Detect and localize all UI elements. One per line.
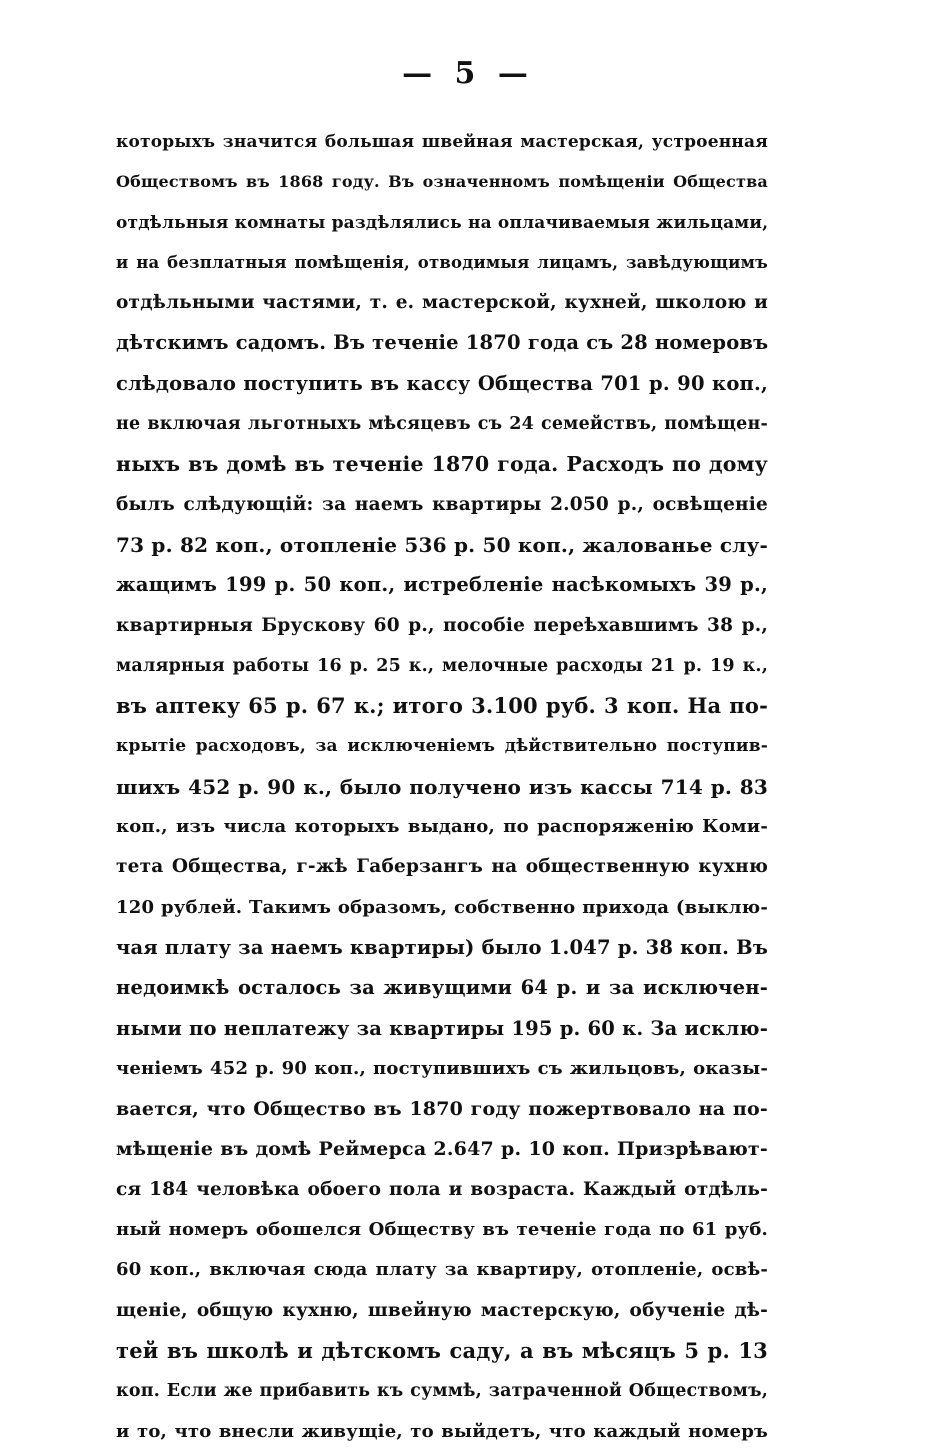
text-line: не включая льготныхъ мѣсяцевъ съ 24 семействъ, помѣщен- bbox=[116, 414, 768, 435]
text-line: и на безплатныя помѣщенія, отводимыя лицамъ, завѣдующимъ bbox=[116, 252, 768, 272]
text-line: мѣщеніе въ домѣ Реймерса 2.647 р. 10 коп. Призрѣвают- bbox=[116, 1138, 768, 1161]
text-line: чая плату за наемъ квартиры) было 1.047 р. 38 коп. Въ bbox=[116, 935, 768, 959]
text-line: щеніе, общую кухню, швейную мастерскую, обученіе дѣ- bbox=[116, 1299, 768, 1321]
text-line: 73 р. 82 коп., отопленіе 536 р. 50 коп., жалованье слу- bbox=[116, 532, 768, 557]
text-line: и то, что внесли живущіе, то выйдетъ, что каждый номеръ bbox=[116, 1420, 768, 1442]
page-number: — 5 — bbox=[402, 56, 534, 91]
text-line: тей въ школѣ и дѣтскомъ саду, а въ мѣсяцъ 5 р. 13 bbox=[116, 1337, 768, 1363]
text-line: дѣтскимъ садомъ. Въ теченіе 1870 года съ 28 номеровъ bbox=[116, 331, 768, 355]
text-line: которыхъ значится большая швейная мастерская, устроенная bbox=[116, 132, 768, 152]
body-text bbox=[116, 122, 768, 1452]
text-line: былъ слѣдующій: за наемъ квартиры 2.050 р., освѣщеніе bbox=[116, 493, 768, 515]
text-line: Обществомъ въ 1868 году. Въ означенномъ помѣщеніи Общества bbox=[116, 172, 768, 192]
text-line: жащимъ 199 р. 50 коп., истребленіе насѣкомыхъ 39 р., bbox=[116, 573, 768, 597]
text-line: ныхъ въ домѣ въ теченіе 1870 года. Расходъ по дому bbox=[116, 452, 768, 477]
text-line: недоимкѣ осталось за живущими 64 р. и за исключен- bbox=[116, 976, 768, 1000]
text-line: ченіемъ 452 р. 90 коп., поступившихъ съ жильцовъ, оказы- bbox=[116, 1057, 768, 1079]
text-line: коп. Если же прибавить къ суммѣ, затраченной Обществомъ, bbox=[116, 1381, 768, 1402]
text-line: 60 коп., включая сюда плату за квартиру, отопленіе, освѣ- bbox=[116, 1259, 768, 1281]
text-line: малярныя работы 16 р. 25 к., мелочные расходы 21 р. 19 к., bbox=[116, 655, 768, 676]
text-line: отдѣльными частями, т. е. мастерской, кухней, школою и bbox=[116, 292, 768, 314]
text-line: шихъ 452 р. 90 к., было получено изъ кассы 714 р. 83 bbox=[116, 774, 768, 799]
text-line: тета Общества, г-жѣ Габерзангъ на общественную кухню bbox=[116, 856, 768, 878]
text-line: коп., изъ числа которыхъ выдано, по распоряженію Коми- bbox=[116, 816, 768, 838]
text-line: слѣдовало поступить въ кассу Общества 701 р. 90 коп., bbox=[116, 371, 768, 395]
text-line: крытіе расходовъ, за исключеніемъ дѣйствительно поступив- bbox=[116, 736, 768, 757]
text-line: 120 рублей. Такимъ образомъ, собственно прихода (выклю- bbox=[116, 896, 768, 918]
text-line: ный номеръ обошелся Обществу въ теченіе года по 61 руб. bbox=[116, 1219, 768, 1241]
text-line: ся 184 человѣка обоего пола и возраста. Каждый отдѣль- bbox=[116, 1178, 768, 1200]
text-line: ными по неплатежу за квартиры 195 р. 60 к. За исклю- bbox=[116, 1016, 768, 1040]
text-line: въ аптеку 65 р. 67 к.; итого 3.100 руб. 3 коп. На по- bbox=[116, 693, 768, 719]
text-line: отдѣльныя комнаты раздѣлялись на оплачиваемыя жильцами, bbox=[116, 212, 768, 233]
text-line: вается, что Общество въ 1870 году пожертвовало на по- bbox=[116, 1098, 768, 1121]
text-line: квартирныя Брускову 60 р., пособіе переѣхавшимъ 38 р., bbox=[116, 614, 768, 636]
